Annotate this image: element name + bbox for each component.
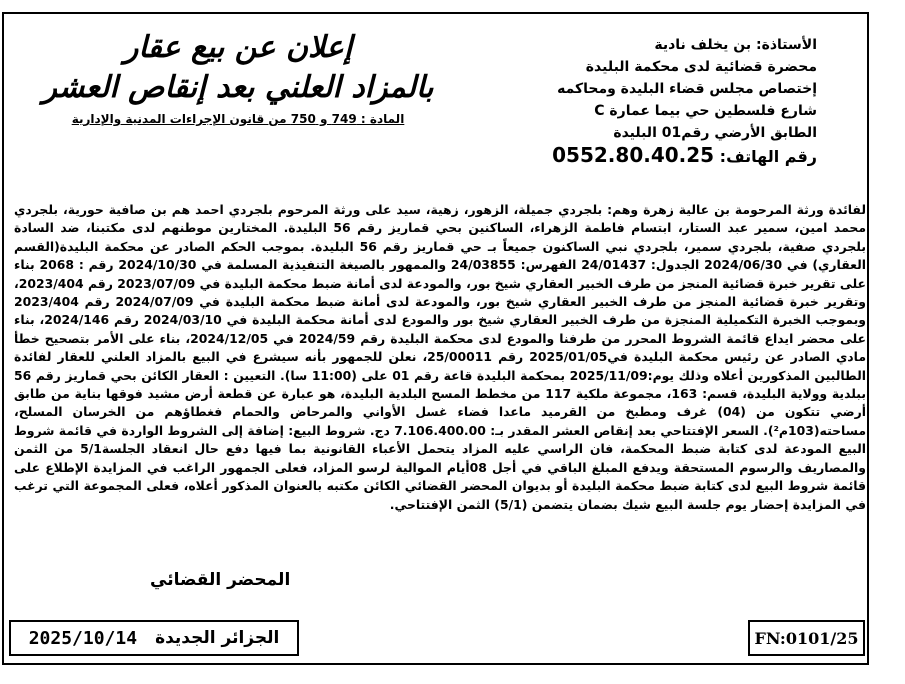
- announcement-title: إعلان عن بيع عقار: [123, 30, 353, 65]
- reference-box: [748, 620, 865, 656]
- legal-article-reference: المادة : 749 و 750 من قانون الإجراءات المدنية والإدارية: [71, 112, 405, 126]
- bailiff-street: شارع فلسطين حي بيما عمارة C: [594, 103, 817, 119]
- phone-number: 0552.80.40.25: [552, 143, 715, 167]
- announcement-body: لفائدة ورثة المرحومة بن عالية زهرة وهم: بلجردي جميلة، الزهور، زهية، سيد على ورثة المرحوم بلجردي احمد هم بن صافية حورية، بلجردي محمد امين، سمير عبد الستار، ابتسام فاطمة الزهراء، الساكنين بحي قماريز رقم 56 البليدة. المختارين موطنهم لدى مكتبنا، ضد السادة بلجردي صفية، بلجردي سمير، بلجردي نبي الساكنون جميعاً بـ حي قماريز رقم 56 البليدة. بموجب الحكم الصادر عن محكمة البليدة(القسم العقاري) في 2024/06/30 الجدول: 24/01437 الفهرس: 24/03855 والممهور بالصيغة التنفيذية المسلمة في 2024/10/30 رقم : 2068 بناء على تقرير خبرة قضائية المنجز من طرف الخبير العقاري شيخ بور، والمودعة لدى أمانة ضبط محكمة البليدة في 2023/07/09 رقم 2023/404، وتقرير خبرة قضائية المنجز من طرف الخبير العقاري شيخ بور، والمودعة لدى أمانة ضبط محكمة البليدة في 2024/07/09 رقم 2023/404 وبموجب الخبرة التكميلية المنجزة من طرف الخبير العقاري شيخ بور والمودع لدى أمانة محكمة البليدة في 2024/03/10 رقم 2024/146، بناء على محضر ايداع قائمة الشروط المحرر من طرفنا والمودع لدى محكمة البليدة رقم 2024/59 في 2024/12/05، بناء على الأمر بتصحيح خطأ مادي الصادر عن رئيس محكمة البليدة في2025/01/05 رقم 25/00011، نعلن للجمهور بأنه سيشرع في البيع بالمزاد العلني للعقار لفائدة الطالبين المذكورين أعلاه وذلك يوم:2025/11/09 بمحكمة البليدة قاعة رقم 01 على (11:00 سا). التعيين : العقار الكائن بحي قماريز رقم 56 ببلدية وولاية البليدة، قسم: 163، مجموعة ملكية 117 من مخطط المسح البلدية البليدة، هو عبارة عن قطعة أرض مشيد فوقها بناية من طابق أرضي تتكون من (04) غرف ومطبخ من القرميد ماعدا فضاء غسل الأواني والمرحاض والحمام فغطاؤهم من الخرسان المسلح، مساحته(103م²). السعر الإفتتاحي بعد إنقاص العشر المقدر بـ: 7.106.400.00 دج. شروط البيع: إضافة إلى الشروط الواردة في قائمة شروط البيع المودعة لدى كتابة ضبط المحكمة، فان الراسي عليه المزاد يتحمل الأعباء القانونية بما فيها دفع حال انعقاد الجلسة5/1 من الثمن والمصاريف والرسوم المستحقة ويدفع المبلغ الباقي في أجل 08أيام الموالية لرسو المزاد، فعلى الجمهور الراغب في المزايدة الإطلاع على قائمة شروط البيع لدى كتابة ضبط محكمة البليدة أو بديوان المحضر القضائي الكائن مكتبه بالعنوان المذكور أعلاه، فعلى المجموعة التي ترغب في المزايدة إحضار يوم جلسة البيع شيك بضمان يتضمن (5/1) الثمن الإفتتاحي.: [14, 202, 867, 512]
- announcement-subtitle: بالمزاد العلني بعد إنقاص العشر: [42, 70, 434, 105]
- bailiff-title: محضرة قضائية لدى محكمة البليدة: [585, 59, 817, 75]
- bailiff-floor: الطابق الأرضي رقم01 البليدة: [613, 125, 817, 141]
- newspaper-name: الجزائر الجديدة: [155, 628, 280, 648]
- publication-date: 2025/10/14: [28, 627, 138, 649]
- newspaper-box: [9, 620, 299, 656]
- bailiff-name: الأستاذة: بن يخلف نادية: [654, 37, 817, 53]
- signature: المحضر القضائي: [150, 570, 291, 590]
- bailiff-jurisdiction: إختصاص مجلس قضاء البليدة ومحاكمه: [557, 81, 817, 97]
- bailiff-info: [507, 34, 817, 168]
- phone-label: رقم الهاتف:: [719, 147, 817, 166]
- bailiff-phone: [507, 144, 817, 168]
- announcement-title-block: [18, 28, 458, 126]
- reference-number: FN:0101/25: [754, 628, 859, 648]
